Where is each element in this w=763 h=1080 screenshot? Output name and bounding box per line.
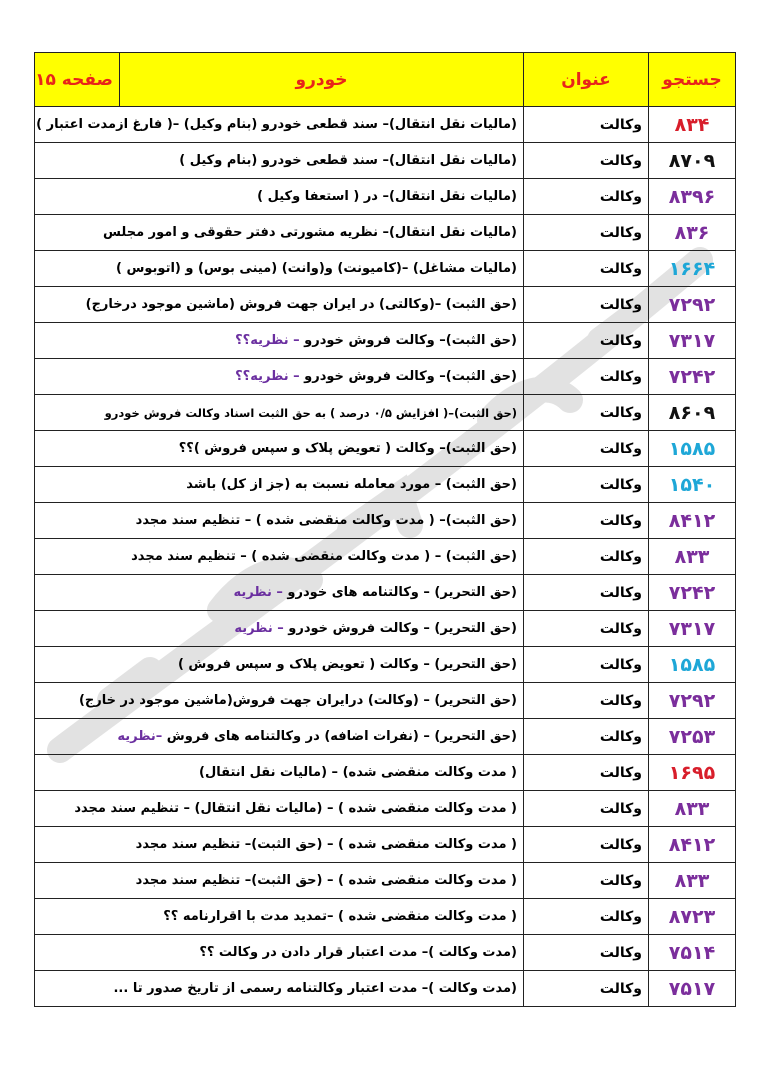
row-title: وکالت bbox=[524, 503, 649, 539]
search-number: ۷۲۴۲ bbox=[649, 359, 736, 395]
row-description-text: (مدت وکالت )– مدت اعتبار وکالتنامه رسمی از تاریخ صدور تا ... bbox=[113, 981, 517, 996]
search-number: ۸۴۱۲ bbox=[649, 827, 736, 863]
table-row bbox=[35, 791, 736, 827]
row-description bbox=[35, 683, 524, 719]
table-row bbox=[35, 251, 736, 287]
row-description-text: (حق التحریر) – (وکالت) درایران جهت فروش(ماشین موجود در خارج) bbox=[78, 693, 517, 708]
row-description-text: (حق التحریر) – وکالت ( تعویض پلاک و سپس فروش ) bbox=[177, 657, 517, 672]
search-number: ۱۵۴۰ bbox=[649, 467, 736, 503]
header-search: جستجو bbox=[649, 53, 736, 107]
row-description-text: (مالیات مشاغل) –(کامیونت) و(وانت) (مینی بوس) و (اتوبوس ) bbox=[115, 261, 517, 276]
row-description bbox=[35, 179, 524, 215]
table-row bbox=[35, 215, 736, 251]
row-description bbox=[35, 287, 524, 323]
row-title: وکالت bbox=[524, 575, 649, 611]
row-description bbox=[35, 503, 524, 539]
table-row bbox=[35, 719, 736, 755]
row-description bbox=[35, 647, 524, 683]
row-title: وکالت bbox=[524, 143, 649, 179]
row-title: وکالت bbox=[524, 359, 649, 395]
header-car: خودرو bbox=[120, 53, 524, 107]
row-title: وکالت bbox=[524, 719, 649, 755]
table-row bbox=[35, 359, 736, 395]
row-description bbox=[35, 215, 524, 251]
row-title: وکالت bbox=[524, 827, 649, 863]
search-number: ۸۷۲۳ bbox=[649, 899, 736, 935]
row-description-text: ( مدت وکالت منقضی شده ) – (حق الثبت)– تنظیم سند مجدد bbox=[135, 837, 517, 852]
row-description bbox=[35, 719, 524, 755]
header-page-number: صفحه ۱۵ bbox=[35, 53, 120, 107]
row-description-text: (حق الثبت)–( افزایش ۰/۵ درصد ) به حق الثبت اسناد وکالت فروش خودرو bbox=[104, 405, 517, 420]
row-title: وکالت bbox=[524, 755, 649, 791]
row-description-text: (حق التحریر) – وکالت فروش خودرو bbox=[283, 621, 517, 636]
row-description bbox=[35, 611, 524, 647]
row-description-text: (حق الثبت) –(وکالتی) در ایران جهت فروش (ماشین موجود درخارج) bbox=[85, 297, 517, 312]
row-description-text: (حق الثبت)– ( مدت وکالت منقضی شده ) – تنظیم سند مجدد bbox=[135, 513, 517, 528]
row-highlight-text: – نظریه؟؟ bbox=[235, 369, 300, 384]
row-title: وکالت bbox=[524, 611, 649, 647]
row-description bbox=[35, 143, 524, 179]
search-number: ۸۳۳ bbox=[649, 863, 736, 899]
search-number: ۸۴۱۲ bbox=[649, 503, 736, 539]
search-number: ۱۶۹۵ bbox=[649, 755, 736, 791]
table-row bbox=[35, 467, 736, 503]
row-highlight-text: – نظریه bbox=[233, 585, 283, 600]
row-title: وکالت bbox=[524, 431, 649, 467]
table-row bbox=[35, 107, 736, 143]
search-number: ۸۳۴ bbox=[649, 107, 736, 143]
row-description bbox=[35, 971, 524, 1007]
row-description-text: (مالیات نقل انتقال)– نظریه مشورتی دفتر حقوقی و امور مجلس bbox=[103, 225, 517, 240]
row-highlight-text: – نظریه؟؟ bbox=[235, 333, 300, 348]
search-number: ۸۳۳ bbox=[649, 539, 736, 575]
search-number: ۷۲۹۲ bbox=[649, 683, 736, 719]
row-description-text: ( مدت وکالت منقضی شده) – (مالیات نقل انتقال) bbox=[199, 765, 517, 780]
row-description-text: (مالیات نقل انتقال)– سند قطعی خودرو (بنام وکیل) –( فارغ ازمدت اعتبار ) bbox=[36, 117, 517, 132]
header-title: عنوان bbox=[524, 53, 649, 107]
row-title: وکالت bbox=[524, 539, 649, 575]
table-row bbox=[35, 863, 736, 899]
table-row bbox=[35, 179, 736, 215]
row-description bbox=[35, 863, 524, 899]
search-number: ۷۳۱۷ bbox=[649, 323, 736, 359]
search-index-table bbox=[34, 52, 736, 1007]
row-description bbox=[35, 107, 524, 143]
search-number: ۸۷۰۹ bbox=[649, 143, 736, 179]
search-number: ۸۳۳ bbox=[649, 791, 736, 827]
table-row bbox=[35, 395, 736, 431]
row-title: وکالت bbox=[524, 467, 649, 503]
row-title: وکالت bbox=[524, 971, 649, 1007]
row-title: وکالت bbox=[524, 215, 649, 251]
table-row bbox=[35, 503, 736, 539]
row-title: وکالت bbox=[524, 251, 649, 287]
table-row bbox=[35, 935, 736, 971]
row-description-text: (حق التحریر) – وکالتنامه های خودرو bbox=[282, 585, 517, 600]
row-highlight-text: – نظریه bbox=[234, 621, 284, 636]
row-title: وکالت bbox=[524, 935, 649, 971]
search-number: ۱۵۸۵ bbox=[649, 647, 736, 683]
row-title: وکالت bbox=[524, 179, 649, 215]
row-description-text: (حق الثبت) – مورد معامله نسبت به (جز از کل) باشد bbox=[186, 477, 517, 492]
row-description-text: ( مدت وکالت منقضی شده ) –تمدید مدت با اقرارنامه ؟؟ bbox=[163, 909, 517, 924]
row-description bbox=[35, 791, 524, 827]
row-description bbox=[35, 431, 524, 467]
table-row bbox=[35, 323, 736, 359]
row-title: وکالت bbox=[524, 287, 649, 323]
row-description-text: (حق التحریر) – (نفرات اضافه) در وکالتنامه های فروش bbox=[162, 729, 517, 744]
row-description-text: ( مدت وکالت منقضی شده ) – (حق الثبت)– تنظیم سند مجدد bbox=[135, 873, 517, 888]
row-title: وکالت bbox=[524, 863, 649, 899]
row-description-text: ( مدت وکالت منقضی شده ) – (مالیات نقل انتقال) – تنظیم سند مجدد bbox=[74, 801, 517, 816]
table-row bbox=[35, 683, 736, 719]
row-description-text: (مدت وکالت )– مدت اعتبار قرار دادن در وکالت ؟؟ bbox=[199, 945, 517, 960]
search-number: ۷۵۱۷ bbox=[649, 971, 736, 1007]
row-description bbox=[35, 935, 524, 971]
row-description bbox=[35, 359, 524, 395]
search-number: ۸۳۹۶ bbox=[649, 179, 736, 215]
table-row bbox=[35, 287, 736, 323]
search-number: ۱۵۸۵ bbox=[649, 431, 736, 467]
row-highlight-text: –نظریه bbox=[117, 729, 163, 744]
search-number: ۷۳۱۷ bbox=[649, 611, 736, 647]
table-row bbox=[35, 971, 736, 1007]
row-title: وکالت bbox=[524, 683, 649, 719]
row-description bbox=[35, 251, 524, 287]
row-description-text: (حق الثبت)– وکالت فروش خودرو bbox=[299, 369, 517, 384]
row-title: وکالت bbox=[524, 899, 649, 935]
row-description-text: (مالیات نقل انتقال)– در ( استعفا وکیل ) bbox=[257, 189, 517, 204]
row-title: وکالت bbox=[524, 323, 649, 359]
row-description bbox=[35, 539, 524, 575]
table-row bbox=[35, 143, 736, 179]
table-row bbox=[35, 647, 736, 683]
table-header-row bbox=[35, 53, 736, 107]
search-number: ۷۵۱۴ bbox=[649, 935, 736, 971]
row-description bbox=[35, 755, 524, 791]
table-row bbox=[35, 755, 736, 791]
row-description bbox=[35, 395, 524, 431]
table-row bbox=[35, 611, 736, 647]
table-row bbox=[35, 899, 736, 935]
search-number: ۱۶۶۴ bbox=[649, 251, 736, 287]
row-description-text: (حق الثبت)– وکالت فروش خودرو bbox=[299, 333, 517, 348]
row-title: وکالت bbox=[524, 395, 649, 431]
search-number: ۷۲۹۲ bbox=[649, 287, 736, 323]
search-number: ۸۳۶ bbox=[649, 215, 736, 251]
row-description bbox=[35, 899, 524, 935]
row-description-text: (مالیات نقل انتقال)– سند قطعی خودرو (بنام وکیل ) bbox=[179, 153, 517, 168]
row-description bbox=[35, 575, 524, 611]
row-title: وکالت bbox=[524, 107, 649, 143]
search-number: ۷۲۴۲ bbox=[649, 575, 736, 611]
search-number: ۷۲۵۳ bbox=[649, 719, 736, 755]
row-description bbox=[35, 467, 524, 503]
row-title: وکالت bbox=[524, 647, 649, 683]
row-description-text: (حق الثبت)– وکالت ( تعویض پلاک و سپس فروش )؟؟ bbox=[178, 441, 517, 456]
table-row bbox=[35, 539, 736, 575]
row-description bbox=[35, 323, 524, 359]
row-description bbox=[35, 827, 524, 863]
table-row bbox=[35, 827, 736, 863]
row-title: وکالت bbox=[524, 791, 649, 827]
table-row bbox=[35, 431, 736, 467]
table-row bbox=[35, 575, 736, 611]
search-number: ۸۶۰۹ bbox=[649, 395, 736, 431]
row-description-text: (حق الثبت) – ( مدت وکالت منقضی شده ) – تنظیم سند مجدد bbox=[131, 549, 517, 564]
